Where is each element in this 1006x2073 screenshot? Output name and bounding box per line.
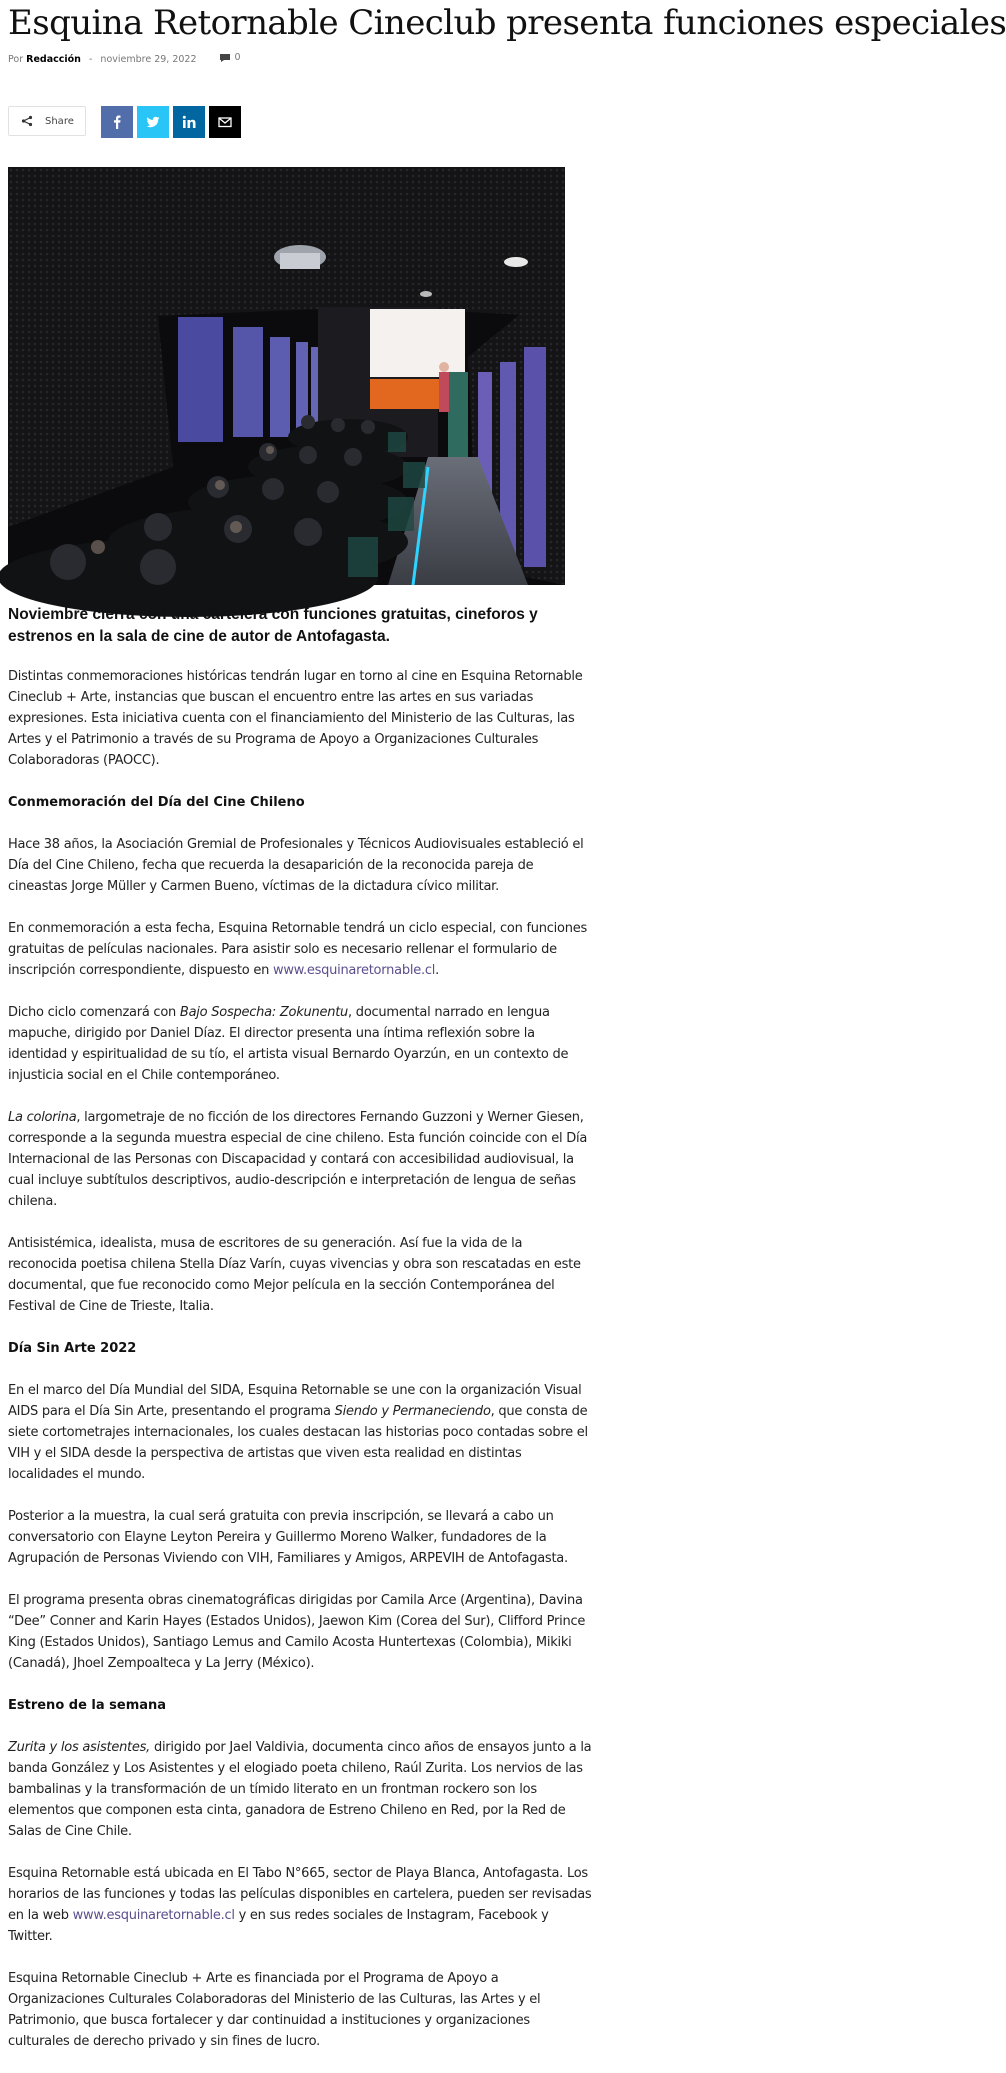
comment-icon bbox=[220, 54, 230, 62]
share-bar bbox=[8, 106, 241, 138]
paragraph: El programa presenta obras cinematográficas dirigidas por Camila Arce (Argentina), Davina “Dee” Conner and Karin Hayes (Estados Unidos), Jaewon Kim (Corea del Sur), Clifford Prince King (Estados Unidos), Santiago Lemus and Camilo Acosta Huntertexas (Colombia), Mikiki (Canadá), Jhoel Zempoalteca y La Jerry (México). bbox=[8, 1593, 586, 1671]
paragraph: Antisistémica, idealista, musa de escritores de su generación. Así fue la vida de la reconocida poetisa chilena Stella Díaz Varín, cuyas vivencias y obra son rescatadas en este documental, que fue reconocido como Mejor película en la sección Contemporánea del Festival de Cine de Trieste, Italia. bbox=[8, 1236, 581, 1314]
facebook-share-button[interactable] bbox=[101, 106, 133, 138]
twitter-icon bbox=[146, 115, 160, 129]
article-lead: Noviembre cierra con una cartelera con funciones gratuitas, cineforos y estrenos en la sala de cine de autor de Antofagasta. bbox=[8, 606, 538, 645]
website-link[interactable]: www.esquinaretornable.cl bbox=[272, 963, 436, 978]
paragraph bbox=[8, 1737, 593, 1842]
linkedin-icon bbox=[182, 115, 196, 129]
paragraph: Esquina Retornable Cineclub + Arte es financiada por el Programa de Apoyo a Organizaciones Culturales Colaboradoras del Ministerio de las Culturas, las Artes y el Patrimonio, que busca fortalecer y dar continuidad a instituciones y organizaciones culturales de derecho privado y sin fines de lucro. bbox=[8, 1971, 541, 2049]
article-title: Esquina Retornable Cineclub presenta funciones especiales bbox=[8, 3, 1006, 43]
paragraph bbox=[8, 1107, 593, 1212]
text-run: , documental narrado en lengua mapuche, dirigido por Daniel Díaz. El director presenta una íntima reflexión sobre la identidad y espiritualidad de su tío, el artista visual Bernardo Oyarzún, en un contexto de injusticia social en el Chile contemporáneo. bbox=[8, 1005, 569, 1083]
comments-link[interactable] bbox=[220, 50, 241, 66]
text-run: En conmemoración a esta fecha, Esquina Retornable tendrá un ciclo especial, con funciones gratuitas de películas nacionales. Para asistir solo es necesario rellenar el formulario de inscripción correspondiente, dispuesto en bbox=[8, 921, 587, 978]
article-meta bbox=[8, 50, 241, 66]
email-icon bbox=[218, 115, 232, 129]
publish-date: noviembre 29, 2022 bbox=[100, 54, 197, 65]
text-run: En el marco del Día Mundial del SIDA, Esquina Retornable se une con la organización Visual AIDS para el Día Sin Arte, presentando el programa bbox=[8, 1383, 582, 1419]
text-run: Esquina Retornable está ubicada en El Tabo N°665, sector de Playa Blanca, Antofagasta. Los horarios de las funciones y todas las películas disponibles en cartelera, pueden ser revisadas en la web bbox=[8, 1866, 592, 1923]
author-link[interactable]: Redacción bbox=[26, 54, 81, 65]
section-heading: Estreno de la semana bbox=[8, 1698, 167, 1713]
paragraph bbox=[8, 1380, 593, 1485]
twitter-share-button[interactable] bbox=[137, 106, 169, 138]
film-title: Zurita y los asistentes, bbox=[8, 1740, 151, 1755]
paragraph bbox=[8, 1002, 593, 1086]
cinema-photo bbox=[8, 167, 565, 585]
paragraph: Distintas conmemoraciones históricas tendrán lugar en torno al cine en Esquina Retornable Cineclub + Arte, instancias que buscan el encuentro entre las artes en sus variadas expresiones. Esta iniciativa cuenta con el financiamiento del Ministerio de las Culturas, las Artes y el Patrimonio a través de su Programa de Apoyo a Organizaciones Culturales Colaboradoras (PAOCC). bbox=[8, 669, 583, 768]
text-run: , largometraje de no ficción de los directores Fernando Guzzoni y Werner Giesen, corresponde a la segunda muestra especial de cine chileno. Esta función coincide con el Día Internacional de las Personas con Discapacidad y contará con accesibilidad audiovisual, la cual incluye subtítulos descriptivos, audio-descripción e interpretación de lengua de señas chilena. bbox=[8, 1110, 588, 1209]
paragraph bbox=[8, 918, 593, 981]
share-label: Share bbox=[45, 115, 74, 127]
program-title: Siendo y Permaneciendo bbox=[334, 1404, 491, 1419]
share-icon bbox=[21, 115, 33, 127]
film-title: La colorina bbox=[8, 1110, 77, 1125]
paragraph: Hace 38 años, la Asociación Gremial de Profesionales y Técnicos Audiovisuales estableció el Día del Cine Chileno, fecha que recuerda la desaparición de la reconocida pareja de cineastas Jorge Müller y Carmen Bueno, víctimas de la dictadura cívico militar. bbox=[8, 837, 584, 894]
text-run: y en sus redes sociales de Instagram, Facebook y Twitter. bbox=[8, 1908, 549, 1944]
email-share-button[interactable] bbox=[209, 106, 241, 138]
featured-image bbox=[8, 167, 565, 585]
film-title: Bajo Sospecha: Zokunentu bbox=[179, 1005, 349, 1020]
paragraph: Posterior a la muestra, la cual será gratuita con previa inscripción, se llevará a cabo un conversatorio con Elayne Leyton Pereira y Guillermo Moreno Walker, fundadores de la Agrupación de Personas Viviendo con VIH, Familiares y Amigos, ARPEVIH de Antofagasta. bbox=[8, 1509, 568, 1566]
paragraph bbox=[8, 1863, 593, 1947]
meta-separator: - bbox=[88, 54, 93, 65]
by-label: Por bbox=[8, 54, 24, 65]
text-run: Dicho ciclo comenzará con bbox=[8, 1005, 180, 1020]
text-run: , que consta de siete cortometrajes internacionales, los cuales destacan las historias poco contadas sobre el VIH y el SIDA desde la perspectiva de artistas que viven esta realidad en distintas localidades el mundo. bbox=[8, 1404, 588, 1482]
article-body bbox=[8, 604, 593, 2073]
website-link[interactable]: www.esquinaretornable.cl bbox=[72, 1908, 235, 1923]
section-heading: Día Sin Arte 2022 bbox=[8, 1341, 137, 1356]
facebook-icon bbox=[110, 115, 124, 129]
share-button[interactable] bbox=[8, 106, 86, 136]
linkedin-share-button[interactable] bbox=[173, 106, 205, 138]
comments-count: 0 bbox=[234, 52, 241, 63]
section-heading: Conmemoración del Día del Cine Chileno bbox=[8, 795, 305, 810]
text-run: . bbox=[435, 963, 439, 978]
text-run: dirigido por Jael Valdivia, documenta cinco años de ensayos junto a la banda González y Los Asistentes y el elogiado poeta chileno, Raúl Zurita. Los nervios de las bambalinas y la transformación de un tímido literato en un frontman rockero son los elementos que componen esta cinta, ganadora de Estreno Chileno en Red, por la Red de Salas de Cine Chile. bbox=[8, 1740, 592, 1839]
